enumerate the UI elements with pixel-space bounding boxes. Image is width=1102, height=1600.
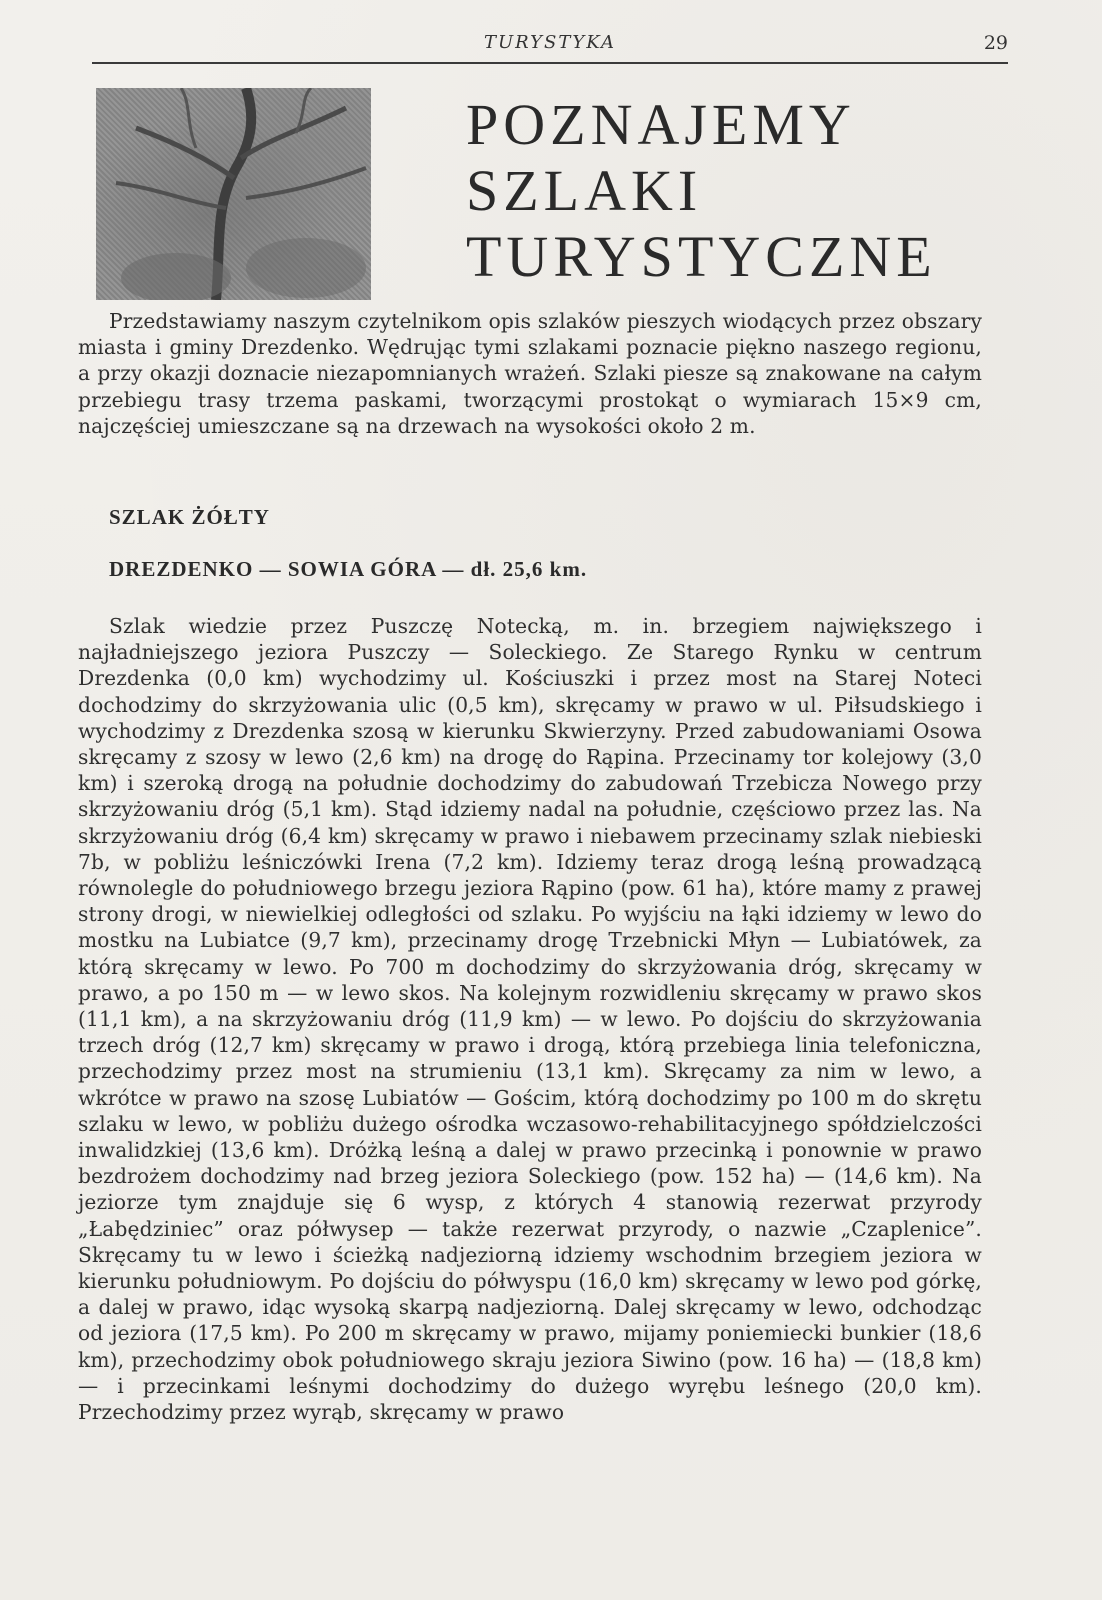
trail-heading: SZLAK ŻÓŁTY: [109, 505, 270, 529]
title-line-1: POZNAJEMY: [466, 92, 856, 157]
page-header: [92, 32, 1008, 64]
article-title: [466, 92, 937, 290]
tree-photo-graphic: [96, 88, 371, 300]
title-line-2: SZLAKI: [466, 158, 703, 223]
intro-paragraph: [78, 308, 982, 439]
title-line-3: TURYSTYCZNE: [466, 224, 937, 289]
route-text: Szlak wiedzie przez Puszczę Notecką, m. in. brzegiem największego i najładniejszego jeziora Puszczy — Soleckiego. Ze Starego Rynku w centrum Drezdenka (0,0 km) wychodzimy ul. Kościuszki i przez most na Starej Noteci dochodzimy do skrzyżowania ulic (0,5 km), skręcamy w prawo w ul. Piłsudskiego i wychodzimy z Drezdenka szosą w kierunku Skwierzyny. Przed zabudowaniami Osowa skręcamy z szosy w lewo (2,6 km) na drogę do Rąpina. Przecinamy tor kolejowy (3,0 km) i szeroką drogą na południe dochodzimy do zabudowań Trzebicza Nowego przy skrzyżowaniu dróg (5,1 km). Stąd idziemy nadal na południe, częściowo przez las. Na skrzyżowaniu dróg (6,4 km) skręcamy w prawo i niebawem przecinamy szlak niebieski 7b, w pobliżu leśniczówki Irena (7,2 km). Idziemy teraz drogą leśną prowadzącą równolegle do południowego brzegu jeziora Rąpino (pow. 61 ha), które mamy z prawej strony drogi, w niewielkiej odległości od szlaku. Po wyjściu na łąki idziemy w lewo do mostku na Lubiatce (9,7 km), przecinamy drogę Trzebnicki Młyn — Lubiatówek, za którą skręcamy w lewo. Po 700 m dochodzimy do skrzyżowania dróg, skręcamy w prawo, a po 150 m — w lewo skos. Na kolejnym rozwidleniu skręcamy w prawo skos (11,1 km), a na skrzyżowaniu dróg (11,9 km) — w lewo. Po dojściu do skrzyżowania trzech dróg (12,7 km) skręcamy w prawo i drogą, którą przebiega linia telefoniczna, przechodzimy przez most na strumieniu (13,1 km). Skręcamy za nim w lewo, a wkrótce w prawo na szosę Lubiatów — Gościm, którą dochodzimy po 100 m do skrętu szlaku w lewo, w pobliżu dużego ośrodka wczasowo-rehabilitacyjnego spółdzielczości inwalidzkiej (13,6 km). Dróżką leśną a dalej w prawo przecinką i ponownie w prawo bezdrożem dochodzimy nad brzeg jeziora Soleckiego (pow. 152 ha) — (14,6 km). Na jeziorze tym znajduje się 6 wysp, z których 4 stanowią rezerwat przyrody „Łabędziniec” oraz półwysep — także rezerwat przyrody, o nazwie „Czaplenice”. Skręcamy tu w lewo i ścieżką nadjeziorną idziemy wschodnim brzegiem jeziora w kierunku południowym. Po dojściu do półwyspu (16,0 km) skręcamy w lewo pod górkę, a dalej w prawo, idąc wysoką skarpą nadjeziorną. Dalej skręcamy w lewo, odchodząc od jeziora (17,5 km). Po 200 m skręcamy w prawo, mijamy poniemiecki bunkier (18,6 km), przechodzimy obok południowego skraju jeziora Siwino (pow. 16 ha) — (18,8 km) — i przecinkami leśnymi dochodzimy do dużego wyrębu leśnego (20,0 km). Przechodzimy przez wyrąb, skręcamy w prawo: [78, 614, 982, 1425]
page-number: 29: [983, 32, 1008, 54]
tree-photo: [96, 88, 371, 300]
running-head: TURYSTYKA: [484, 32, 616, 53]
intro-text: Przedstawiamy naszym czytelnikom opis szlaków pieszych wiodących przez obszary miasta i gminy Drezdenko. Wędrując tymi szlakami poznacie piękno naszego regionu, a przy okazji doznacie niezapomnianych wrażeń. Szlaki piesze są znakowane na całym przebiegu trasy trzema paskami, tworzącymi prostokąt o wymiarach 15×9 cm, najczęściej umieszczane są na drzewach na wysokości około 2 m.: [78, 309, 982, 438]
route-description: [78, 613, 982, 1425]
route-heading: DREZDENKO — SOWIA GÓRA — dł. 25,6 km.: [109, 557, 588, 581]
